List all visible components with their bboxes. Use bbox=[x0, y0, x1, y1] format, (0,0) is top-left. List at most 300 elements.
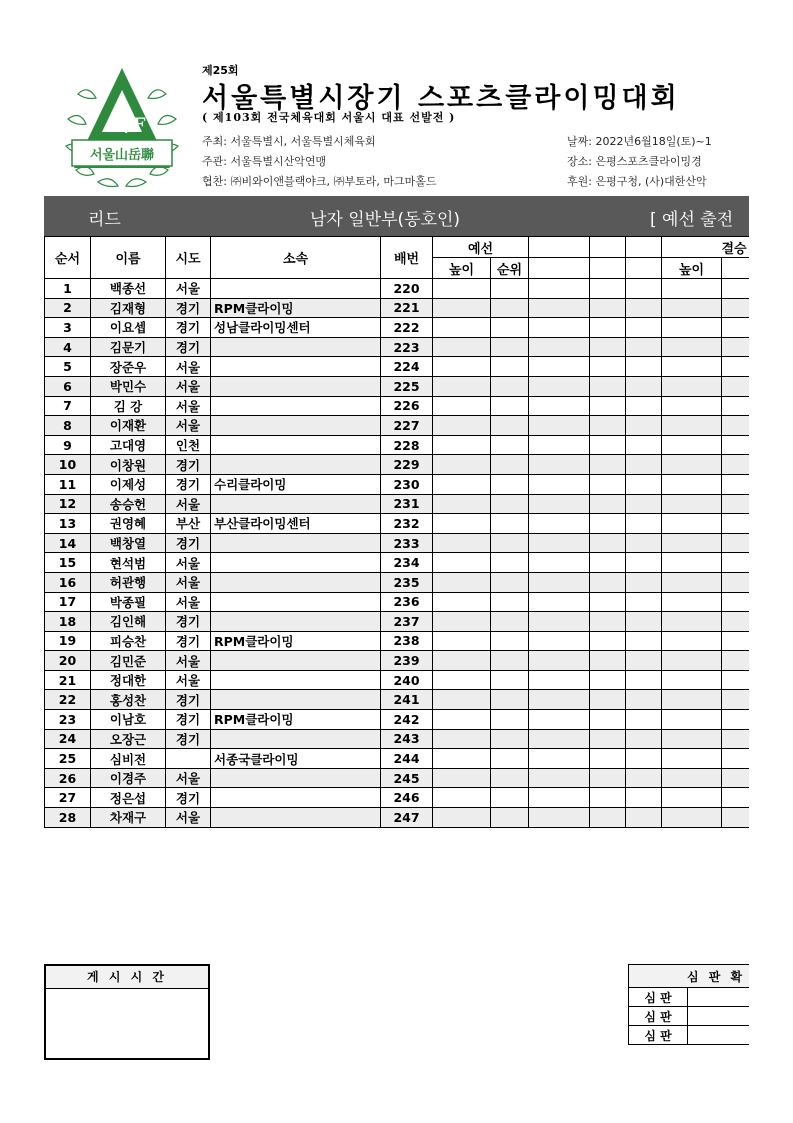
result-cell[interactable] bbox=[590, 416, 626, 436]
result-cell[interactable] bbox=[433, 455, 491, 475]
result-cell[interactable] bbox=[662, 435, 722, 455]
edition-label: 제25회 bbox=[202, 64, 239, 77]
result-cell[interactable] bbox=[491, 416, 529, 436]
result-cell[interactable] bbox=[590, 337, 626, 357]
table-row bbox=[45, 729, 793, 749]
row-region: 경기 bbox=[166, 690, 211, 710]
result-cell[interactable] bbox=[590, 631, 626, 651]
result-cell[interactable] bbox=[529, 318, 590, 338]
result-cell[interactable] bbox=[590, 592, 626, 612]
row-bib: 222 bbox=[381, 318, 433, 338]
result-cell[interactable] bbox=[433, 768, 491, 788]
result-cell[interactable] bbox=[491, 788, 529, 808]
result-cell[interactable] bbox=[662, 768, 722, 788]
result-cell[interactable] bbox=[626, 396, 662, 416]
table-row bbox=[45, 651, 793, 671]
row-name: 김민준 bbox=[91, 651, 166, 671]
result-cell[interactable] bbox=[662, 279, 722, 299]
result-cell[interactable] bbox=[662, 749, 722, 769]
result-cell[interactable] bbox=[433, 474, 491, 494]
table-row bbox=[45, 455, 793, 475]
result-cell[interactable] bbox=[590, 572, 626, 592]
result-cell[interactable] bbox=[433, 533, 491, 553]
row-region: 경기 bbox=[166, 298, 211, 318]
row-order: 16 bbox=[45, 572, 91, 592]
row-bib: 226 bbox=[381, 396, 433, 416]
result-cell[interactable] bbox=[529, 474, 590, 494]
row-order: 4 bbox=[45, 337, 91, 357]
row-bib: 232 bbox=[381, 514, 433, 534]
result-cell[interactable] bbox=[590, 808, 626, 828]
row-affiliation bbox=[211, 729, 381, 749]
result-cell[interactable] bbox=[529, 788, 590, 808]
row-order: 7 bbox=[45, 396, 91, 416]
result-cell[interactable] bbox=[662, 337, 722, 357]
result-cell[interactable] bbox=[590, 318, 626, 338]
result-cell[interactable] bbox=[491, 808, 529, 828]
result-cell[interactable] bbox=[529, 416, 590, 436]
result-cell[interactable] bbox=[626, 416, 662, 436]
row-affiliation bbox=[211, 690, 381, 710]
result-cell[interactable] bbox=[662, 788, 722, 808]
col-qual-rank: 순위 bbox=[491, 258, 529, 279]
row-name: 허관행 bbox=[91, 572, 166, 592]
result-cell[interactable] bbox=[626, 514, 662, 534]
result-cell[interactable] bbox=[590, 533, 626, 553]
result-cell[interactable] bbox=[662, 376, 722, 396]
row-region: 서울 bbox=[166, 553, 211, 573]
result-cell[interactable] bbox=[626, 592, 662, 612]
result-cell[interactable] bbox=[662, 455, 722, 475]
result-cell[interactable] bbox=[590, 298, 626, 318]
row-name: 장준우 bbox=[91, 357, 166, 377]
row-affiliation: RPM클라이밍 bbox=[211, 710, 381, 730]
table-row bbox=[45, 494, 793, 514]
result-cell[interactable] bbox=[491, 514, 529, 534]
row-order: 19 bbox=[45, 631, 91, 651]
result-cell[interactable] bbox=[529, 612, 590, 632]
result-cell[interactable] bbox=[491, 298, 529, 318]
result-cell[interactable] bbox=[662, 553, 722, 573]
result-cell[interactable] bbox=[626, 279, 662, 299]
result-cell[interactable] bbox=[491, 670, 529, 690]
row-region: 경기 bbox=[166, 533, 211, 553]
result-cell[interactable] bbox=[491, 572, 529, 592]
result-cell[interactable] bbox=[529, 651, 590, 671]
row-region: 경기 bbox=[166, 729, 211, 749]
result-cell[interactable] bbox=[626, 474, 662, 494]
table-row bbox=[45, 357, 793, 377]
result-cell[interactable] bbox=[590, 612, 626, 632]
result-cell[interactable] bbox=[626, 435, 662, 455]
row-region: 서울 bbox=[166, 396, 211, 416]
result-cell[interactable] bbox=[590, 788, 626, 808]
result-cell[interactable] bbox=[433, 514, 491, 534]
result-cell[interactable] bbox=[433, 357, 491, 377]
result-cell[interactable] bbox=[626, 612, 662, 632]
row-affiliation: 부산클라이밍센터 bbox=[211, 514, 381, 534]
row-order: 14 bbox=[45, 533, 91, 553]
result-cell[interactable] bbox=[662, 592, 722, 612]
page-subtitle: ( 제103회 전국체육대회 서울시 대표 선발전 ) bbox=[202, 111, 456, 124]
result-cell[interactable] bbox=[662, 710, 722, 730]
result-cell[interactable] bbox=[626, 533, 662, 553]
result-cell[interactable] bbox=[590, 749, 626, 769]
table-row bbox=[45, 376, 793, 396]
table-row bbox=[45, 553, 793, 573]
result-cell[interactable] bbox=[491, 749, 529, 769]
row-affiliation bbox=[211, 553, 381, 573]
result-cell[interactable] bbox=[662, 631, 722, 651]
result-cell[interactable] bbox=[662, 298, 722, 318]
table-row bbox=[45, 318, 793, 338]
result-cell[interactable] bbox=[491, 474, 529, 494]
result-cell[interactable] bbox=[529, 533, 590, 553]
table-row bbox=[45, 749, 793, 769]
table-row bbox=[45, 768, 793, 788]
row-region: 경기 bbox=[166, 612, 211, 632]
result-cell[interactable] bbox=[433, 788, 491, 808]
row-name: 피승찬 bbox=[91, 631, 166, 651]
result-cell[interactable] bbox=[433, 318, 491, 338]
row-affiliation bbox=[211, 808, 381, 828]
result-cell[interactable] bbox=[626, 749, 662, 769]
result-cell[interactable] bbox=[626, 788, 662, 808]
result-cell[interactable] bbox=[626, 768, 662, 788]
result-cell[interactable] bbox=[491, 435, 529, 455]
row-bib: 233 bbox=[381, 533, 433, 553]
result-cell[interactable] bbox=[529, 808, 590, 828]
row-order: 28 bbox=[45, 808, 91, 828]
result-cell[interactable] bbox=[626, 670, 662, 690]
col-qualification: 예선 bbox=[433, 237, 529, 258]
row-region: 경기 bbox=[166, 318, 211, 338]
result-cell[interactable] bbox=[491, 690, 529, 710]
result-cell[interactable] bbox=[662, 670, 722, 690]
result-cell[interactable] bbox=[529, 553, 590, 573]
result-cell[interactable] bbox=[491, 396, 529, 416]
result-cell[interactable] bbox=[590, 376, 626, 396]
result-cell[interactable] bbox=[590, 651, 626, 671]
table-row bbox=[45, 788, 793, 808]
row-bib: 236 bbox=[381, 592, 433, 612]
result-cell[interactable] bbox=[529, 670, 590, 690]
result-cell[interactable] bbox=[433, 279, 491, 299]
result-cell[interactable] bbox=[433, 690, 491, 710]
result-cell[interactable] bbox=[626, 690, 662, 710]
date-text: 날짜: 2022년6월18일(토)~1 bbox=[567, 135, 712, 148]
row-region: 서울 bbox=[166, 494, 211, 514]
row-affiliation bbox=[211, 396, 381, 416]
row-name: 정은섭 bbox=[91, 788, 166, 808]
table-row bbox=[45, 808, 793, 828]
result-cell[interactable] bbox=[590, 729, 626, 749]
row-name: 이제성 bbox=[91, 474, 166, 494]
result-cell[interactable] bbox=[662, 494, 722, 514]
result-cell[interactable] bbox=[433, 729, 491, 749]
result-cell[interactable] bbox=[529, 435, 590, 455]
col-bib: 배번 bbox=[381, 237, 433, 279]
result-cell[interactable] bbox=[626, 808, 662, 828]
table-row bbox=[45, 612, 793, 632]
row-region: 경기 bbox=[166, 337, 211, 357]
result-cell[interactable] bbox=[590, 435, 626, 455]
result-cell[interactable] bbox=[626, 572, 662, 592]
row-region: 경기 bbox=[166, 710, 211, 730]
row-order: 20 bbox=[45, 651, 91, 671]
row-affiliation bbox=[211, 435, 381, 455]
row-bib: 237 bbox=[381, 612, 433, 632]
row-affiliation bbox=[211, 670, 381, 690]
result-cell[interactable] bbox=[529, 279, 590, 299]
result-cell[interactable] bbox=[491, 631, 529, 651]
result-cell[interactable] bbox=[590, 768, 626, 788]
row-name: 이창원 bbox=[91, 455, 166, 475]
row-order: 22 bbox=[45, 690, 91, 710]
venue-text: 장소: 은평스포츠클라이밍경 bbox=[567, 155, 702, 168]
result-cell[interactable] bbox=[529, 710, 590, 730]
result-cell[interactable] bbox=[662, 474, 722, 494]
row-bib: 247 bbox=[381, 808, 433, 828]
row-order: 17 bbox=[45, 592, 91, 612]
row-name: 이남호 bbox=[91, 710, 166, 730]
row-region: 서울 bbox=[166, 416, 211, 436]
result-cell[interactable] bbox=[433, 337, 491, 357]
row-order: 15 bbox=[45, 553, 91, 573]
row-affiliation: 성남클라이밍센터 bbox=[211, 318, 381, 338]
result-cell[interactable] bbox=[590, 279, 626, 299]
result-cell[interactable] bbox=[491, 710, 529, 730]
result-cell[interactable] bbox=[590, 474, 626, 494]
row-region: 서울 bbox=[166, 808, 211, 828]
result-cell[interactable] bbox=[491, 651, 529, 671]
row-affiliation bbox=[211, 533, 381, 553]
result-cell[interactable] bbox=[662, 572, 722, 592]
row-order: 25 bbox=[45, 749, 91, 769]
result-cell[interactable] bbox=[626, 710, 662, 730]
result-cell[interactable] bbox=[433, 612, 491, 632]
judge-label: 심 판 bbox=[629, 1007, 688, 1026]
result-cell[interactable] bbox=[662, 729, 722, 749]
result-cell[interactable] bbox=[529, 455, 590, 475]
sponsor-text: 협찬: ㈜비와이앤블랙야크, ㈜부토라, 마그마홀드 bbox=[202, 175, 437, 188]
result-cell[interactable] bbox=[662, 651, 722, 671]
result-cell[interactable] bbox=[529, 690, 590, 710]
result-cell[interactable] bbox=[662, 318, 722, 338]
result-cell[interactable] bbox=[626, 357, 662, 377]
table-row bbox=[45, 474, 793, 494]
row-bib: 228 bbox=[381, 435, 433, 455]
result-cell[interactable] bbox=[626, 494, 662, 514]
row-bib: 220 bbox=[381, 279, 433, 299]
row-order: 27 bbox=[45, 788, 91, 808]
row-order: 23 bbox=[45, 710, 91, 730]
result-cell[interactable] bbox=[590, 710, 626, 730]
col-name: 이름 bbox=[91, 237, 166, 279]
result-cell[interactable] bbox=[662, 357, 722, 377]
logo-text: K/F bbox=[108, 114, 146, 136]
row-name: 이경주 bbox=[91, 768, 166, 788]
result-cell[interactable] bbox=[529, 572, 590, 592]
result-cell[interactable] bbox=[662, 612, 722, 632]
result-cell[interactable] bbox=[626, 455, 662, 475]
result-cell[interactable] bbox=[626, 651, 662, 671]
row-region: 경기 bbox=[166, 788, 211, 808]
result-cell[interactable] bbox=[433, 631, 491, 651]
result-cell[interactable] bbox=[529, 729, 590, 749]
row-region: 서울 bbox=[166, 572, 211, 592]
result-cell[interactable] bbox=[662, 533, 722, 553]
result-cell[interactable] bbox=[529, 337, 590, 357]
row-region: 경기 bbox=[166, 455, 211, 475]
row-affiliation: 수리클라이밍 bbox=[211, 474, 381, 494]
result-cell[interactable] bbox=[529, 631, 590, 651]
table-row bbox=[45, 631, 793, 651]
row-order: 18 bbox=[45, 612, 91, 632]
row-region: 서울 bbox=[166, 357, 211, 377]
row-bib: 242 bbox=[381, 710, 433, 730]
result-cell[interactable] bbox=[662, 416, 722, 436]
result-cell[interactable] bbox=[529, 749, 590, 769]
row-region: 서울 bbox=[166, 279, 211, 299]
row-affiliation bbox=[211, 788, 381, 808]
row-order: 12 bbox=[45, 494, 91, 514]
judge-confirmation-title: 심 판 확 bbox=[629, 965, 758, 988]
result-cell[interactable] bbox=[433, 494, 491, 514]
table-row bbox=[45, 592, 793, 612]
result-cell[interactable] bbox=[433, 670, 491, 690]
row-name: 정대한 bbox=[91, 670, 166, 690]
row-region: 경기 bbox=[166, 631, 211, 651]
result-cell[interactable] bbox=[491, 592, 529, 612]
result-cell[interactable] bbox=[662, 396, 722, 416]
row-bib: 239 bbox=[381, 651, 433, 671]
result-cell[interactable] bbox=[590, 690, 626, 710]
result-cell[interactable] bbox=[590, 396, 626, 416]
result-cell[interactable] bbox=[626, 553, 662, 573]
row-name: 이요셉 bbox=[91, 318, 166, 338]
result-cell[interactable] bbox=[529, 298, 590, 318]
page-title: 서울특별시장기 스포츠클라이밍대회 bbox=[202, 83, 680, 114]
result-cell[interactable] bbox=[529, 494, 590, 514]
table-row bbox=[45, 710, 793, 730]
result-cell[interactable] bbox=[590, 514, 626, 534]
result-cell[interactable] bbox=[626, 729, 662, 749]
result-cell[interactable] bbox=[433, 553, 491, 573]
row-affiliation bbox=[211, 572, 381, 592]
result-cell[interactable] bbox=[433, 749, 491, 769]
row-name: 차재구 bbox=[91, 808, 166, 828]
row-bib: 246 bbox=[381, 788, 433, 808]
row-affiliation bbox=[211, 592, 381, 612]
col-qual-height: 높이 bbox=[433, 258, 491, 279]
result-cell[interactable] bbox=[491, 455, 529, 475]
result-cell[interactable] bbox=[433, 435, 491, 455]
col-final-height: 높이 bbox=[662, 258, 722, 279]
result-cell[interactable] bbox=[491, 318, 529, 338]
row-bib: 223 bbox=[381, 337, 433, 357]
result-cell[interactable] bbox=[590, 670, 626, 690]
result-cell[interactable] bbox=[433, 396, 491, 416]
row-affiliation bbox=[211, 357, 381, 377]
row-order: 13 bbox=[45, 514, 91, 534]
row-region: 서울 bbox=[166, 670, 211, 690]
result-cell[interactable] bbox=[590, 357, 626, 377]
result-cell[interactable] bbox=[491, 357, 529, 377]
event-label: 리드 bbox=[88, 210, 121, 230]
result-cell[interactable] bbox=[590, 494, 626, 514]
result-cell[interactable] bbox=[433, 376, 491, 396]
row-region bbox=[166, 749, 211, 769]
judge-confirmation-table bbox=[628, 964, 758, 1045]
result-cell[interactable] bbox=[491, 337, 529, 357]
judge-label: 심 판 bbox=[629, 988, 688, 1007]
row-bib: 241 bbox=[381, 690, 433, 710]
result-cell[interactable] bbox=[529, 357, 590, 377]
row-affiliation bbox=[211, 337, 381, 357]
row-affiliation: RPM클라이밍 bbox=[211, 631, 381, 651]
row-name: 백종선 bbox=[91, 279, 166, 299]
result-cell[interactable] bbox=[433, 298, 491, 318]
row-order: 26 bbox=[45, 768, 91, 788]
result-cell[interactable] bbox=[433, 651, 491, 671]
row-affiliation bbox=[211, 612, 381, 632]
result-cell[interactable] bbox=[590, 553, 626, 573]
result-cell[interactable] bbox=[491, 494, 529, 514]
table-row bbox=[45, 416, 793, 436]
result-cell[interactable] bbox=[491, 768, 529, 788]
result-cell[interactable] bbox=[491, 612, 529, 632]
result-cell[interactable] bbox=[626, 318, 662, 338]
result-cell[interactable] bbox=[433, 592, 491, 612]
result-cell[interactable] bbox=[529, 396, 590, 416]
result-cell[interactable] bbox=[433, 808, 491, 828]
row-region: 서울 bbox=[166, 376, 211, 396]
result-cell[interactable] bbox=[590, 455, 626, 475]
result-cell[interactable] bbox=[433, 416, 491, 436]
result-cell[interactable] bbox=[626, 298, 662, 318]
result-cell[interactable] bbox=[626, 337, 662, 357]
row-order: 9 bbox=[45, 435, 91, 455]
result-cell[interactable] bbox=[529, 376, 590, 396]
result-cell[interactable] bbox=[529, 768, 590, 788]
table-row bbox=[45, 396, 793, 416]
row-region: 서울 bbox=[166, 592, 211, 612]
result-cell[interactable] bbox=[491, 553, 529, 573]
result-cell[interactable] bbox=[433, 710, 491, 730]
result-cell[interactable] bbox=[491, 279, 529, 299]
result-cell[interactable] bbox=[662, 514, 722, 534]
result-cell[interactable] bbox=[626, 631, 662, 651]
row-name: 김재형 bbox=[91, 298, 166, 318]
result-cell[interactable] bbox=[662, 690, 722, 710]
result-cell[interactable] bbox=[529, 592, 590, 612]
result-cell[interactable] bbox=[433, 572, 491, 592]
row-bib: 230 bbox=[381, 474, 433, 494]
col-final: 결승 bbox=[662, 237, 793, 258]
col-affiliation: 소속 bbox=[211, 237, 381, 279]
row-bib: 244 bbox=[381, 749, 433, 769]
result-cell[interactable] bbox=[491, 533, 529, 553]
result-cell[interactable] bbox=[491, 376, 529, 396]
result-cell[interactable] bbox=[626, 376, 662, 396]
row-order: 10 bbox=[45, 455, 91, 475]
result-cell[interactable] bbox=[491, 729, 529, 749]
result-cell[interactable] bbox=[662, 808, 722, 828]
row-region: 서울 bbox=[166, 768, 211, 788]
result-cell[interactable] bbox=[529, 514, 590, 534]
category-banner bbox=[44, 196, 793, 236]
